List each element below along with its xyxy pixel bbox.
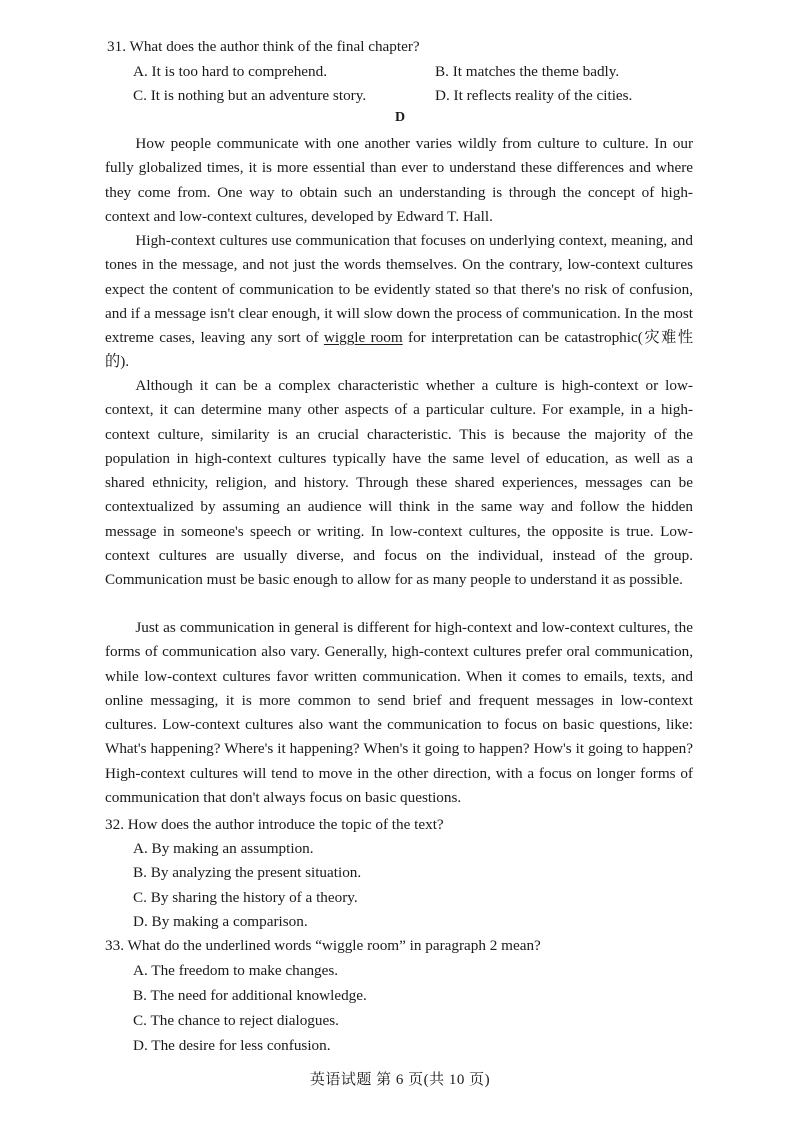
question-33-option-a: A. The freedom to make changes.: [133, 962, 339, 979]
question-33-stem: 33. What do the underlined words “wiggle room” in paragraph 2 mean?: [105, 937, 541, 954]
page-footer: 英语试题 第 6 页(共 10 页): [309, 1072, 491, 1088]
question-33-option-d: D. The desire for less confusion.: [133, 1037, 331, 1054]
question-32-option-d: D. By making a comparison.: [133, 913, 308, 930]
passage-paragraph-1: How people communicate with one another varies wildly from culture to culture. In our fully globalized times, it is more essential than ever to understand these differences and where they come from. One way to obtain such an understanding is through the concept of high-context and low-context cultures, developed by Edward T. Hall.: [105, 135, 693, 225]
question-31-option-d: D. It reflects reality of the cities.: [435, 87, 633, 104]
question-33-option-c: C. The chance to reject dialogues.: [133, 1012, 339, 1029]
paragraph-2-text-before: High-context cultures use communication that focuses on underlying context, meaning, and tones in the message, and not just the words themselves. On the contrary, low-context cultures expect the content of communication to be evidently stated so that there's no risk of confusion, and if a message isn't clear enough, it will slow down the process of communication. In the most extreme cases, leaving any sort of: [105, 232, 693, 347]
question-32-option-a: A. By making an assumption.: [133, 840, 314, 857]
question-31-stem: 31. What does the author think of the final chapter?: [107, 38, 420, 55]
question-32-option-b: B. By analyzing the present situation.: [133, 864, 362, 881]
question-33-option-b: B. The need for additional knowledge.: [133, 987, 367, 1004]
section-heading: D: [394, 110, 406, 125]
passage-paragraph-4: Just as communication in general is different for high-context and low-context cultures, the forms of communication also vary. Generally, high-context cultures prefer oral communication, while low-context cultures favor written communication. When it comes to emails, texts, and online messaging, it is more common to send brief and frequent messages in low-context cultures. Low-context cultures also want the communication to focus on basic questions, like: What's happening? Where's it happening? When's it going to happen? How's it going to happen? High-context cultures will tend to move in the other direction, with a focus on longer forms of communication that don't always focus on basic questions.: [105, 619, 693, 807]
question-31-option-c: C. It is nothing but an adventure story.: [133, 87, 367, 104]
question-32-stem: 32. How does the author introduce the topic of the text?: [105, 816, 444, 833]
question-31-option-a: A. It is too hard to comprehend.: [133, 63, 328, 80]
question-32-option-c: C. By sharing the history of a theory.: [133, 889, 358, 906]
passage-paragraph-3: Although it can be a complex characteristic whether a culture is high-context or low-context, it can determine many other aspects of a particular culture. For example, in a high-context culture, similarity is an crucial characteristic. This is because the majority of the population in high-context cultures typically have the same level of education, as well as a shared ethnicity, religion, and history. Through these shared experiences, messages can be contextualized by assuming an audience will think in the same way and follow the hidden message in someone's speech or writing. In low-context cultures, the opposite is true. Low-context cultures are usually diverse, and focus on the individual, instead of the group. Communication must be basic enough to allow for as many people to understand it as possible.: [105, 377, 693, 589]
underlined-words: wiggle room: [323, 329, 403, 347]
passage-paragraph-2: [105, 229, 693, 375]
question-31-option-b: B. It matches the theme badly.: [435, 63, 620, 80]
paragraph-2-text-after: for interpretation can be catastrophic(灾难性的).: [105, 329, 694, 371]
